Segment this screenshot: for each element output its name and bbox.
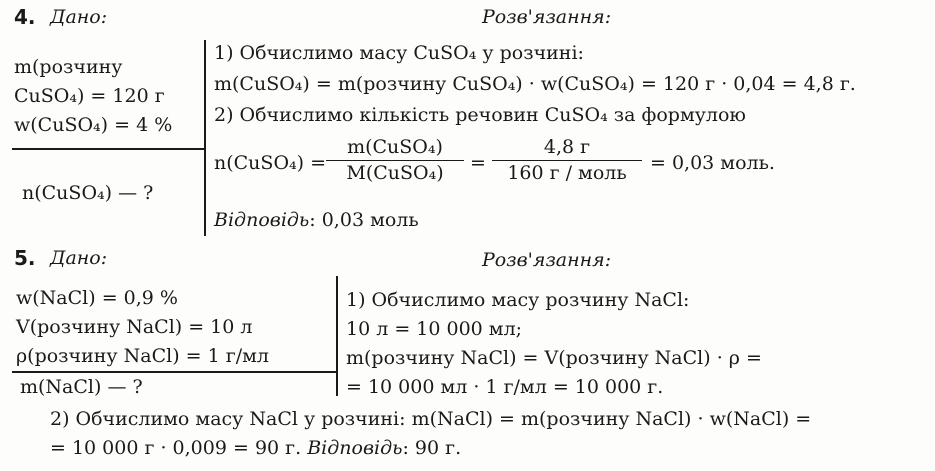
problem-4-step-1: 1) Обчислимо масу CuSO₄ у розчині: <box>214 42 584 64</box>
problem-5-answer-value: : 90 г. <box>402 437 462 459</box>
problem-4-given-title: Дано: <box>50 6 108 28</box>
problem-4-formula-lhs: n(CuSO₄) = <box>214 152 327 174</box>
problem-4-fraction-1-numerator: m(CuSO₄) <box>326 138 464 161</box>
problem-5-step-1-formula: m(розчину NaCl) = V(розчину NaCl) · ρ = <box>346 347 762 369</box>
problem-5-given-line-1: w(NaCl) = 0,9 % <box>16 287 178 309</box>
problem-5-step-1: 1) Обчислимо масу розчину NaCl: <box>346 289 690 311</box>
problem-4-number: 4. <box>14 5 36 29</box>
problem-4-fraction-1 <box>326 138 464 183</box>
problem-5-given-title: Дано: <box>50 247 108 269</box>
problem-4-answer-label: Відповідь <box>214 209 310 231</box>
problem-5-solution-title: Розв'язання: <box>482 249 612 271</box>
problem-5-answer-label: Відповідь <box>307 437 403 459</box>
problem-4-given-line-1: m(розчину <box>14 56 123 78</box>
problem-5-step-1-result: = 10 000 мл · 1 г/мл = 10 000 г. <box>346 376 664 398</box>
problem-5-vertical-divider <box>336 276 338 396</box>
problem-5-find: m(NaCl) — ? <box>20 376 143 398</box>
problem-4-given-line-2: CuSO₄) = 120 г <box>14 85 165 107</box>
problem-5-step-1-conversion: 10 л = 10 000 мл; <box>346 318 523 340</box>
problem-4-fraction-2-numerator: 4,8 г <box>492 138 642 161</box>
problem-5-given-line-3: ρ(розчину NaCl) = 1 г/мл <box>16 345 269 367</box>
problem-4-given-divider <box>12 148 206 150</box>
problem-5-number: 5. <box>14 246 36 270</box>
problem-4-step-1-equation: m(CuSO₄) = m(розчину CuSO₄) · w(CuSO₄) = 120 г · 0,04 = 4,8 г. <box>214 73 856 95</box>
problem-4-answer-value: : 0,03 моль <box>309 209 419 231</box>
problem-4-given-line-3: w(CuSO₄) = 4 % <box>14 114 173 136</box>
problem-5-step-2: 2) Обчислимо масу NaCl у розчині: m(NaCl) = m(розчину NaCl) · w(NaCl) = <box>50 408 812 430</box>
problem-4-vertical-divider <box>204 40 206 236</box>
problem-5-given-divider <box>12 371 338 373</box>
problem-4-answer <box>214 211 419 230</box>
problem-5-step-2-result <box>50 439 461 458</box>
problem-4-formula-result: = 0,03 моль. <box>650 152 775 174</box>
problem-4-fraction-2-denominator: 160 г / моль <box>507 162 627 184</box>
problem-4-find: n(CuSO₄) — ? <box>22 182 154 204</box>
problem-4-fraction-2 <box>492 138 642 183</box>
problem-4-fraction-1-denominator: M(CuSO₄) <box>346 162 444 184</box>
problem-4-solution-title: Розв'язання: <box>482 6 612 28</box>
problem-4-step-2: 2) Обчислимо кількість речовин CuSO₄ за формулою <box>214 104 746 126</box>
problem-5-given-line-2: V(розчину NaCl) = 10 л <box>16 316 253 338</box>
problem-5-step-2-result-text: = 10 000 г · 0,009 = 90 г. <box>50 437 302 459</box>
problem-4-formula-equals: = <box>470 152 486 174</box>
